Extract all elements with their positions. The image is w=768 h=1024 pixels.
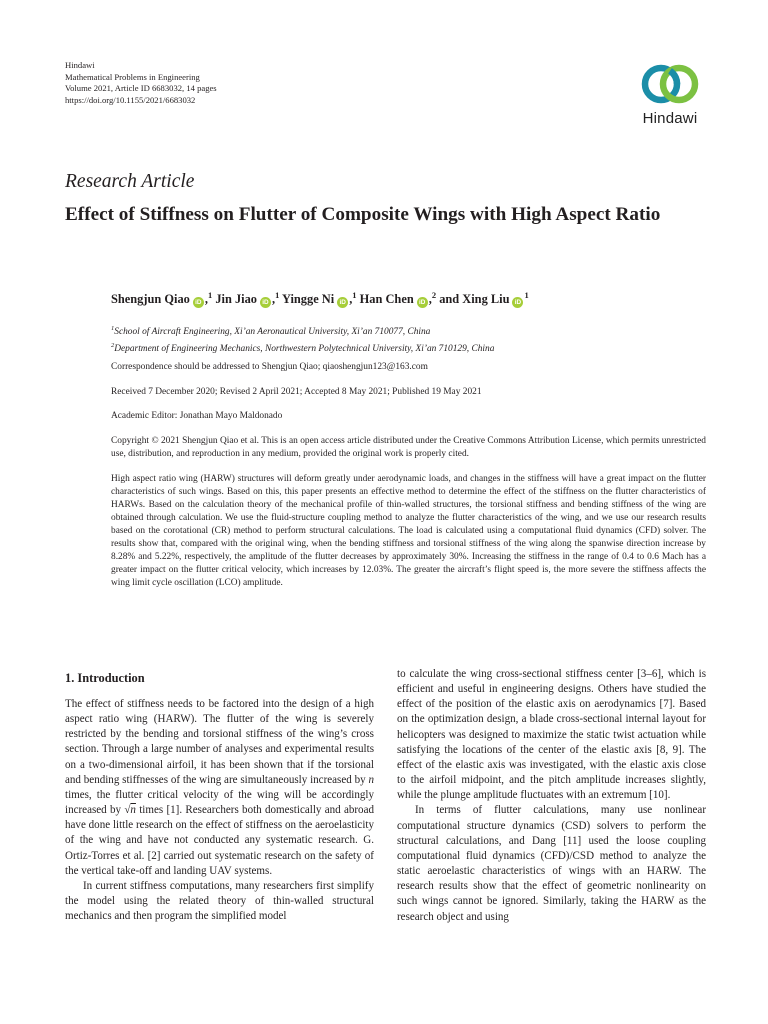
author-name[interactable]: Han Chen	[359, 292, 414, 307]
publication-info	[65, 60, 217, 106]
article-title: Effect of Stiffness on Flutter of Composite Wings with High Aspect Ratio	[65, 204, 661, 225]
orcid-icon[interactable]: iD	[417, 297, 428, 308]
body-column-left	[65, 697, 374, 924]
author-list: Shengjun Qiao iD ,$^1$ Jin Jiao iD ,$^1$ Yingge Ni iD ,$^1$ Han Chen iD ,$^2$ and Xing Liu $iD^1$	[111, 290, 529, 307]
body-column-right	[397, 667, 706, 925]
paragraph: to calculate the wing cross-sectional stiffness center [3–6], which is efficient and useful in engineering designs. Others have studied the effect of the position of the elastic axis on aerodynamics [7]. Based on the optimization design, a blade cross-sectional internal layout for helicopters was designed to maximize the static twist actuation while satisfying the locations of the center of the elastic axis [8, 9]. The effect of the elastic axis was investigated, with the elastic axis close to the airfoil midpoint, and the pitch amplitude increases slightly, while the plunge amplitude fluctuates with an extremum [10].	[397, 668, 706, 802]
journal-name: Mathematical Problems in Engineering	[65, 71, 200, 82]
authors-conjunction: and	[439, 292, 460, 307]
author-affil-sup: 1	[207, 290, 213, 300]
author-name[interactable]: Shengjun Qiao	[111, 292, 190, 307]
academic-editor: Academic Editor: Jonathan Mayo Maldonado	[111, 411, 283, 421]
author-name[interactable]: Xing Liu	[462, 292, 510, 307]
affiliations	[111, 322, 494, 356]
section-heading: 1. Introduction	[65, 671, 145, 685]
doi-link[interactable]: https://doi.org/10.1155/2021/6683032	[65, 94, 196, 105]
orcid-icon[interactable]: iD	[193, 297, 204, 308]
hindawi-logo-text: Hindawi	[642, 110, 698, 127]
author-affil-sup: 1	[275, 290, 280, 300]
affiliation-item: $^2$Department of Engineering Mechanics, Northwestern Polytechnical University, Xi’an 710129, China	[111, 342, 495, 355]
abstract: High aspect ratio wing (HARW) structures will deform greatly under aerodynamic loads, and changes in the stiffness will have a great impact on the flutter characteristics of such wings. Based on this, this paper presents an effective method to determine the effect of the stiffness on the flutter characteristics of HARWs. Based on the calculation theory of the mechanical profile of thin-walled structures, the torsional stiffness and bending stiffness of the wing are obtained through calculation. We use the fluid-structure coupling method to analyze the flutter characteristics of the wing, and we use our research results based on the corotational (CR) method to perform structural calculations. The load is calculated using a computational fluid dynamics (CFD) solver. The results show that, compared with the original wing, when the bending stiffness and torsional stiffness of the wing along the spanwise direction increase by 8.28% and 5.22%, respectively, the amplitude of the flutter decreases by approximately 30%. Increasing the stiffness in the range of 0.4 to 0.6 Mach has a greater impact on the flutter critical velocity, which increases by 12.03%. The greater the aircraft’s flight speed is, the more severe the stiffness affects the wing limit cycle oscillation (LCO) amplitude.	[111, 474, 706, 588]
hindawi-logo	[630, 60, 710, 136]
paragraph: In current stiffness computations, many researchers first simplify the model using the related theory of thin-walled structural mechanics and then program the simplified model	[65, 879, 374, 923]
affiliation-item: $^1$School of Aircraft Engineering, Xi’an Aeronautical University, Xi’an 710077, China	[111, 325, 431, 338]
copyright-notice: Copyright © 2021 Shengjun Qiao et al. This is an open access article distributed under the Creative Commons Attribution License, which permits unrestricted use, distribution, and reproduction in any medium, provided the original work is properly cited.	[111, 436, 706, 459]
correspondence: Correspondence should be addressed to Shengjun Qiao; qiaoshengjun123@163.com	[111, 362, 428, 372]
publisher-name: Hindawi	[65, 60, 95, 70]
author-affil-sup: 2	[431, 290, 437, 300]
paragraph: The effect of stiffness needs to be factored into the design of a high aspect ratio wing (HARW). The flutter of the wing is severely restricted by the bending and torsional stiffness of the wing’s cross section. Through a large number of analyses and experimental results on a two-dimensional airfoil, it has been shown that if the torsional and bending stiffnesses of the wing are simultaneously increased by n times, the flutter critical velocity of the wing will be accordingly increased by √n times [1]. Researchers both domestically and abroad have done little research on the effect of stiffness on the aeroelasticity of the wing and have not conducted any systematic research. G. Ortiz-Torres et al. [2] carried out systematic research on the safety of the vertical take-off and landing UAV systems.	[65, 698, 374, 877]
orcid-icon[interactable]: iD	[512, 297, 523, 308]
volume-info: Volume 2021, Article ID 6683032, 14 pages	[65, 83, 217, 94]
author-name[interactable]: Jin Jiao	[215, 292, 257, 307]
author-affil-sup: 1	[524, 290, 529, 300]
hindawi-logo-icon	[630, 60, 710, 110]
paragraph: In terms of flutter calculations, many use nonlinear computational structure dynamics (CSD) solvers to perform the structural calculations, and Dang [11] used the loose coupling computational fluid dynamics (CFD)/CSD method to analyze the static aeroelastic characteristics of wings with an HARW. The research results show that the effect of geometric nonlinearity on such wings cannot be ignored. Similarly, taking the HARW as the research object and using	[397, 804, 706, 923]
article-type: Research Article	[65, 171, 195, 192]
article-dates: Received 7 December 2020; Revised 2 April 2021; Accepted 8 May 2021; Published 19 May 2021	[111, 387, 482, 397]
author-affil-sup: 1	[352, 290, 357, 300]
author-name[interactable]: Yingge Ni	[281, 292, 335, 307]
orcid-icon[interactable]: iD	[337, 297, 348, 308]
sqrt-n: √n	[124, 804, 136, 817]
orcid-icon[interactable]: iD	[260, 297, 271, 308]
